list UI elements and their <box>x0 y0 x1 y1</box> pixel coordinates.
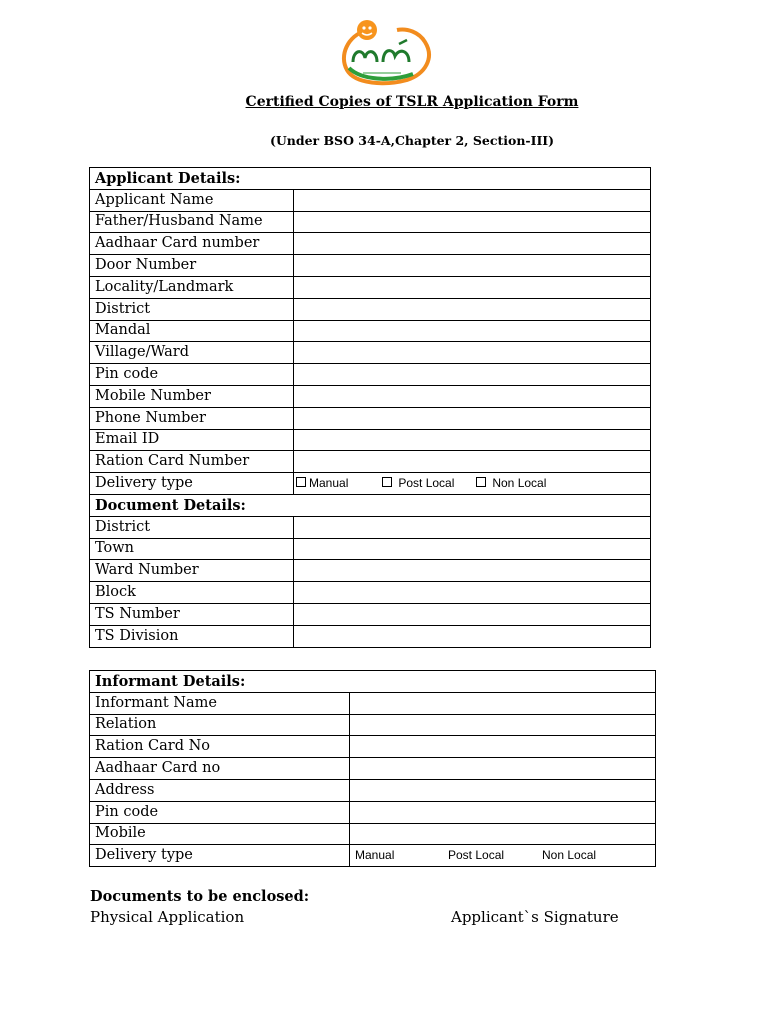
table-row <box>90 407 651 429</box>
aadhaar-card-number-field[interactable] <box>294 233 651 255</box>
table-row <box>90 779 656 801</box>
checkbox-icon[interactable] <box>476 477 486 487</box>
informant-delivery-option-non-local[interactable]: Non Local <box>542 848 597 863</box>
field-label: TS Division <box>90 625 294 647</box>
field-label: Aadhaar Card number <box>90 233 294 255</box>
field-label: Informant Name <box>90 692 350 714</box>
applicant-section-heading: Applicant Details: <box>90 168 651 190</box>
field-label: Delivery type <box>90 845 350 867</box>
field-label: Locality/Landmark <box>90 276 294 298</box>
table-row <box>90 714 656 736</box>
field-label: Pin code <box>90 364 294 386</box>
table-row <box>90 429 651 451</box>
signature-label: Applicant`s Signature <box>451 908 619 926</box>
field-label: Delivery type <box>90 473 294 495</box>
section-header-row <box>90 671 656 693</box>
field-label: Ration Card Number <box>90 451 294 473</box>
field-label: Address <box>90 779 350 801</box>
field-label: Phone Number <box>90 407 294 429</box>
applicant-name-field[interactable] <box>294 189 651 211</box>
informant-delivery-type-options <box>350 845 656 867</box>
table-row <box>90 801 656 823</box>
table-row <box>90 823 656 845</box>
district-field[interactable] <box>294 298 651 320</box>
table-row <box>90 451 651 473</box>
field-label: Door Number <box>90 255 294 277</box>
delivery-option-manual[interactable]: Manual <box>296 474 382 493</box>
mandal-field[interactable] <box>294 320 651 342</box>
table-row <box>90 276 651 298</box>
ts-number-field[interactable] <box>294 603 651 625</box>
relation-field[interactable] <box>350 714 656 736</box>
informant-name-field[interactable] <box>350 692 656 714</box>
applicant-document-table <box>89 167 651 648</box>
table-row <box>90 364 651 386</box>
checkbox-icon[interactable] <box>382 477 392 487</box>
informant-aadhaar-field[interactable] <box>350 758 656 780</box>
field-label: Village/Ward <box>90 342 294 364</box>
documents-item: Physical Application <box>90 908 245 926</box>
field-label: Pin code <box>90 801 350 823</box>
informant-mobile-field[interactable] <box>350 823 656 845</box>
block-field[interactable] <box>294 582 651 604</box>
table-row <box>90 385 651 407</box>
table-row <box>90 342 651 364</box>
field-label: Aadhaar Card no <box>90 758 350 780</box>
door-number-field[interactable] <box>294 255 651 277</box>
field-label: Mobile Number <box>90 385 294 407</box>
table-row <box>90 538 651 560</box>
field-label: Ward Number <box>90 560 294 582</box>
field-label: Father/Husband Name <box>90 211 294 233</box>
delivery-option-post-local[interactable]: Post Local <box>382 474 476 493</box>
field-label: Relation <box>90 714 350 736</box>
field-label: Block <box>90 582 294 604</box>
informant-delivery-option-manual[interactable]: Manual <box>355 848 395 863</box>
field-label: Mobile <box>90 823 350 845</box>
ts-division-field[interactable] <box>294 625 651 647</box>
field-label: Applicant Name <box>90 189 294 211</box>
field-label: Town <box>90 538 294 560</box>
phone-number-field[interactable] <box>294 407 651 429</box>
ward-number-field[interactable] <box>294 560 651 582</box>
pin-code-field[interactable] <box>294 364 651 386</box>
delivery-option-non-local[interactable]: Non Local <box>476 474 546 493</box>
table-row <box>90 845 656 867</box>
checkbox-icon[interactable] <box>296 477 306 487</box>
section-header-row <box>90 168 651 190</box>
field-label: TS Number <box>90 603 294 625</box>
email-id-field[interactable] <box>294 429 651 451</box>
document-district-field[interactable] <box>294 516 651 538</box>
table-row <box>90 320 651 342</box>
field-label: District <box>90 298 294 320</box>
mee-seva-logo <box>337 18 433 86</box>
locality-landmark-field[interactable] <box>294 276 651 298</box>
logo-icon <box>337 18 433 86</box>
table-row <box>90 211 651 233</box>
table-row <box>90 758 656 780</box>
table-row <box>90 233 651 255</box>
table-row <box>90 603 651 625</box>
table-row <box>90 298 651 320</box>
table-row <box>90 255 651 277</box>
table-row <box>90 582 651 604</box>
form-subtitle: (Under BSO 34-A,Chapter 2, Section-III) <box>269 133 555 148</box>
document-section-heading: Document Details: <box>90 494 651 516</box>
table-row <box>90 473 651 495</box>
table-row <box>90 692 656 714</box>
table-row <box>90 560 651 582</box>
table-row <box>90 625 651 647</box>
father-husband-name-field[interactable] <box>294 211 651 233</box>
informant-pin-code-field[interactable] <box>350 801 656 823</box>
table-row <box>90 736 656 758</box>
delivery-type-options <box>294 473 651 495</box>
form-title: Certified Copies of TSLR Application Form <box>245 94 579 110</box>
informant-delivery-option-post-local[interactable]: Post Local <box>448 848 505 863</box>
field-label: Mandal <box>90 320 294 342</box>
section-header-row <box>90 494 651 516</box>
informant-table <box>89 670 656 867</box>
field-label: Ration Card No <box>90 736 350 758</box>
table-row <box>90 189 651 211</box>
informant-section-heading: Informant Details: <box>90 671 656 693</box>
field-label: Email ID <box>90 429 294 451</box>
mobile-number-field[interactable] <box>294 385 651 407</box>
ration-card-number-field[interactable] <box>294 451 651 473</box>
town-field[interactable] <box>294 538 651 560</box>
address-field[interactable] <box>350 779 656 801</box>
village-ward-field[interactable] <box>294 342 651 364</box>
field-label: District <box>90 516 294 538</box>
documents-heading: Documents to be enclosed: <box>90 888 310 905</box>
informant-ration-card-field[interactable] <box>350 736 656 758</box>
table-row <box>90 516 651 538</box>
